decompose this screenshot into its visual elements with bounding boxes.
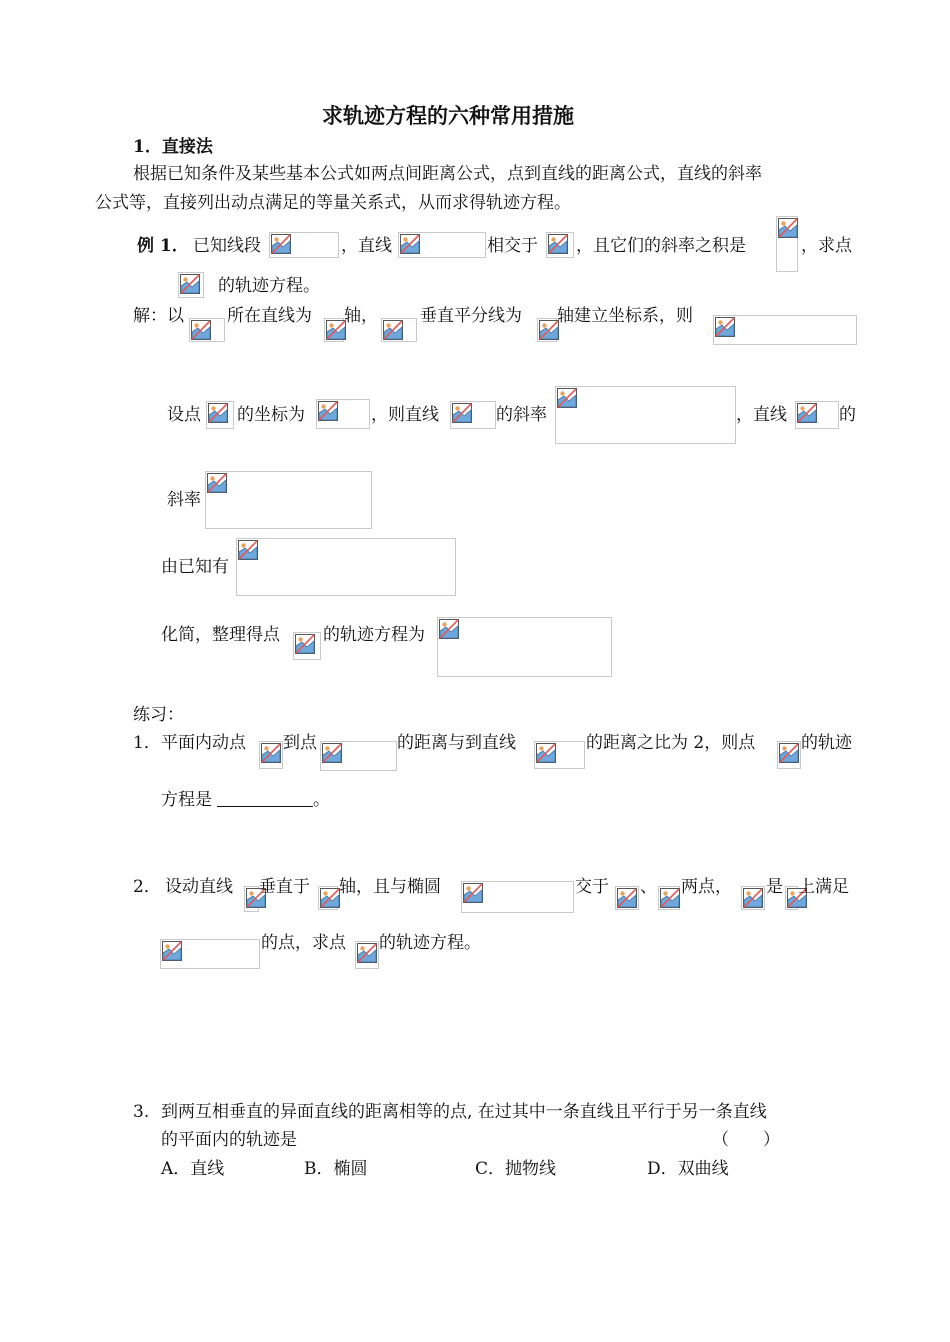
question-number: 2． (133, 877, 161, 897)
example-label: 例 1． (137, 236, 189, 256)
broken-image-icon (324, 318, 344, 342)
broken-image-icon (381, 318, 417, 342)
question-text: 平面内动点 (161, 733, 246, 753)
broken-image-icon (461, 881, 574, 913)
broken-image-icon (658, 886, 680, 910)
solution-text: 垂直平分线为 (420, 306, 522, 326)
broken-image-icon (555, 386, 736, 444)
solution-text: 的轨迹方程为 (323, 625, 425, 645)
section-description-line1: 根据已知条件及某些基本公式如两点间距离公式，点到直线的距离公式，直线的斜率 (133, 164, 762, 184)
broken-image-icon (320, 741, 397, 771)
question-text: 、 (640, 877, 657, 897)
example-text: ，求点 (801, 236, 852, 256)
broken-image-icon (160, 939, 260, 969)
question-number: 1． (133, 733, 161, 753)
question-text: 垂直于 (259, 877, 310, 897)
broken-image-icon (713, 315, 857, 345)
example-text: 相交于 (487, 236, 538, 256)
solution-text: 解：以 (133, 306, 184, 326)
solution-text: 斜率 (167, 490, 201, 510)
broken-image-icon (615, 886, 639, 910)
question-text: 。 (313, 790, 330, 810)
broken-image-icon (269, 232, 339, 258)
example-text: ，且它们的斜率之积是 (576, 236, 746, 256)
question-text: 的距离之比为 2，则点 (586, 733, 756, 753)
broken-image-icon (318, 886, 338, 910)
question-text: 两点， (681, 877, 732, 897)
solution-text: 设点 (167, 405, 201, 425)
option-b: B．椭圆 (304, 1159, 368, 1179)
broken-image-icon (537, 318, 557, 342)
question-text: 的距离与到直线 (397, 733, 516, 753)
broken-image-icon (534, 741, 585, 769)
question-text: 到点 (283, 733, 317, 753)
question-number: 3. (133, 1102, 150, 1122)
question-text: 交于 (575, 877, 609, 897)
broken-image-icon (776, 216, 798, 272)
broken-image-icon (777, 741, 801, 769)
broken-image-icon (398, 232, 486, 258)
broken-image-icon (189, 318, 225, 342)
solution-text: 轴建立坐标系，则 (557, 306, 693, 326)
example-text: ，直线 (341, 236, 392, 256)
broken-image-icon (316, 399, 370, 429)
broken-image-icon (178, 272, 204, 298)
broken-image-icon (437, 617, 612, 677)
solution-text: ，直线 (736, 405, 787, 425)
question-text: 的轨迹 (801, 733, 852, 753)
solution-text: 化简，整理得点 (161, 625, 280, 645)
solution-text: 轴， (344, 306, 378, 326)
solution-text: 所在直线为 (227, 306, 312, 326)
question-text: 轴，且与椭圆 (339, 877, 441, 897)
broken-image-icon (244, 886, 259, 912)
solution-text: 由已知有 (161, 557, 229, 577)
answer-blank (217, 790, 313, 812)
option-c: C．抛物线 (475, 1159, 557, 1179)
question-text: 到两互相垂直的异面直线的距离相等的点, 在过其中一条直线且平行于另一条直线 (161, 1102, 767, 1122)
broken-image-icon (236, 538, 456, 596)
broken-image-icon (259, 741, 283, 769)
solution-text: 的斜率 (496, 405, 547, 425)
answer-parentheses: （ ） (712, 1130, 780, 1150)
option-a: A．直线 (161, 1159, 225, 1179)
practice-heading: 练习： (133, 705, 184, 725)
broken-image-icon (355, 941, 379, 969)
example-text: 的轨迹方程。 (218, 276, 320, 296)
broken-image-icon (795, 401, 839, 429)
question-text: 的轨迹方程。 (379, 933, 481, 953)
broken-image-icon (741, 886, 765, 910)
question-text: 方程是 (161, 790, 212, 810)
broken-image-icon (546, 232, 574, 258)
question-text: 是 (766, 877, 783, 897)
solution-text: 的坐标为 (237, 405, 305, 425)
solution-text: ，则直线 (371, 405, 439, 425)
option-d: D．双曲线 (647, 1159, 729, 1179)
broken-image-icon (205, 471, 372, 529)
question-text: 的点，求点 (261, 933, 346, 953)
page-title: 求轨迹方程的六种常用措施 (322, 103, 574, 128)
example-text: 已知线段 (193, 236, 261, 256)
section-heading: 1．直接法 (133, 137, 213, 157)
solution-text: 的 (839, 405, 856, 425)
question-text: 的平面内的轨迹是 (161, 1130, 297, 1150)
broken-image-icon (206, 401, 234, 429)
broken-image-icon (293, 632, 321, 660)
question-text: 上满足 (798, 877, 849, 897)
question-text: 设动直线 (165, 877, 233, 897)
broken-image-icon (450, 401, 496, 429)
section-description-line2: 公式等，直接列出动点满足的等量关系式，从而求得轨迹方程。 (95, 193, 571, 213)
broken-image-icon (785, 886, 798, 910)
